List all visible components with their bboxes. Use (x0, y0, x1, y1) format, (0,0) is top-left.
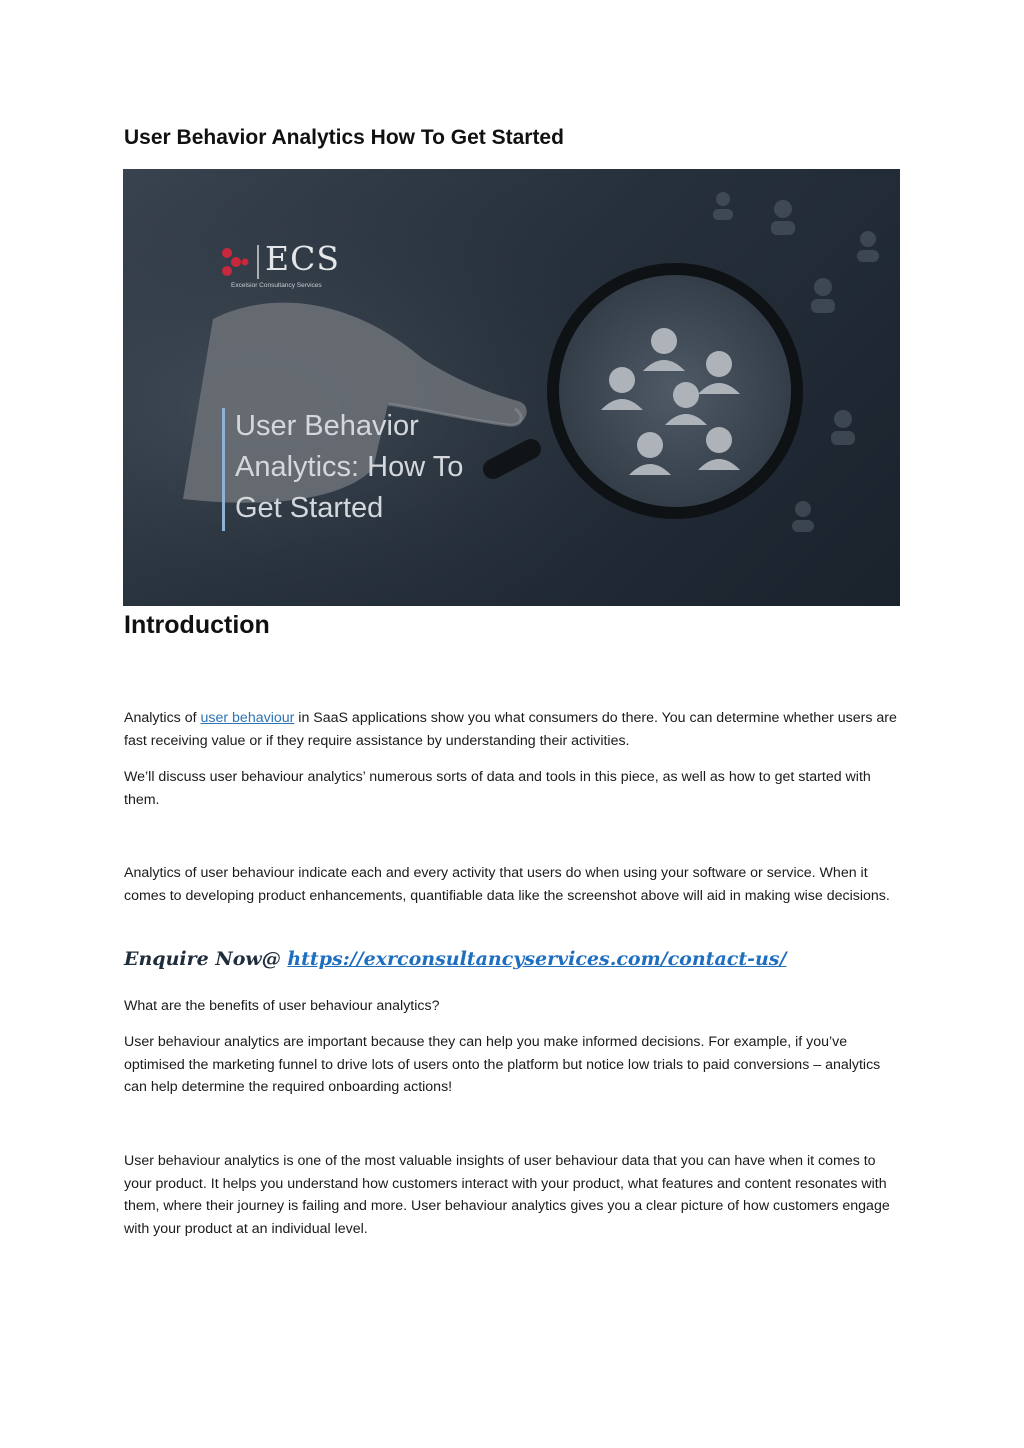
headline-accent-bar (222, 408, 225, 531)
intro-paragraph-3: Analytics of user behaviour indicate each and every activity that users do when using your software or service. When it comes to developing product enhancements, quantifiable data like the screenshot above will aid in making wise decisions. (124, 865, 890, 904)
hero-headline-line-3: Get Started (235, 492, 384, 524)
benefits-paragraph-1: User behaviour analytics are important because they can help you make informed decisions. For example, if you’ve optimised the marketing funnel to drive lots of users onto the platform but notice low trials to paid conversions – analytics can help determine the required onboarding actions! (124, 1034, 881, 1096)
introduction-heading: Introduction (124, 611, 270, 639)
ecs-logo-subtitle: Excelsior Consultancy Services (231, 282, 322, 289)
enquire-label: Enquire Now@ (124, 948, 288, 970)
hero-image (123, 169, 900, 606)
hero-headline-line-2: Analytics: How To (235, 451, 464, 483)
benefits-question: What are the benefits of user behaviour analytics? (124, 998, 440, 1014)
ecs-logo-text: ECS (265, 239, 340, 278)
benefits-paragraph-2: User behaviour analytics is one of the most valuable insights of user behaviour data that you can have when it comes to your product. It helps you understand how customers interact with your product, what features and content resonates with them, where their journey is failing and more. User behaviour analytics gives you a clear picture of how customers engage with your product at an individual level. (124, 1153, 890, 1238)
intro-p1-text-before: Analytics of (124, 710, 201, 726)
document-title: User Behavior Analytics How To Get Started (124, 126, 564, 149)
intro-paragraph-2: We’ll discuss user behaviour analytics’ numerous sorts of data and tools in this piece, as well as how to get started with them. (124, 769, 871, 808)
intro-paragraph-1 (124, 707, 904, 752)
intro-p1-text-after: in SaaS applications show you what consumers do there. You can determine whether users are fast receiving value or if they require assistance by understanding their activities. (124, 710, 897, 749)
hero-graphic (123, 169, 900, 606)
contact-us-link[interactable]: https://exrconsultancyservices.com/contact-us/ (287, 948, 787, 970)
user-behaviour-link[interactable]: user behaviour (200, 710, 295, 726)
enquire-now-line (124, 948, 786, 970)
hero-headline-line-1: User Behavior (235, 410, 419, 442)
